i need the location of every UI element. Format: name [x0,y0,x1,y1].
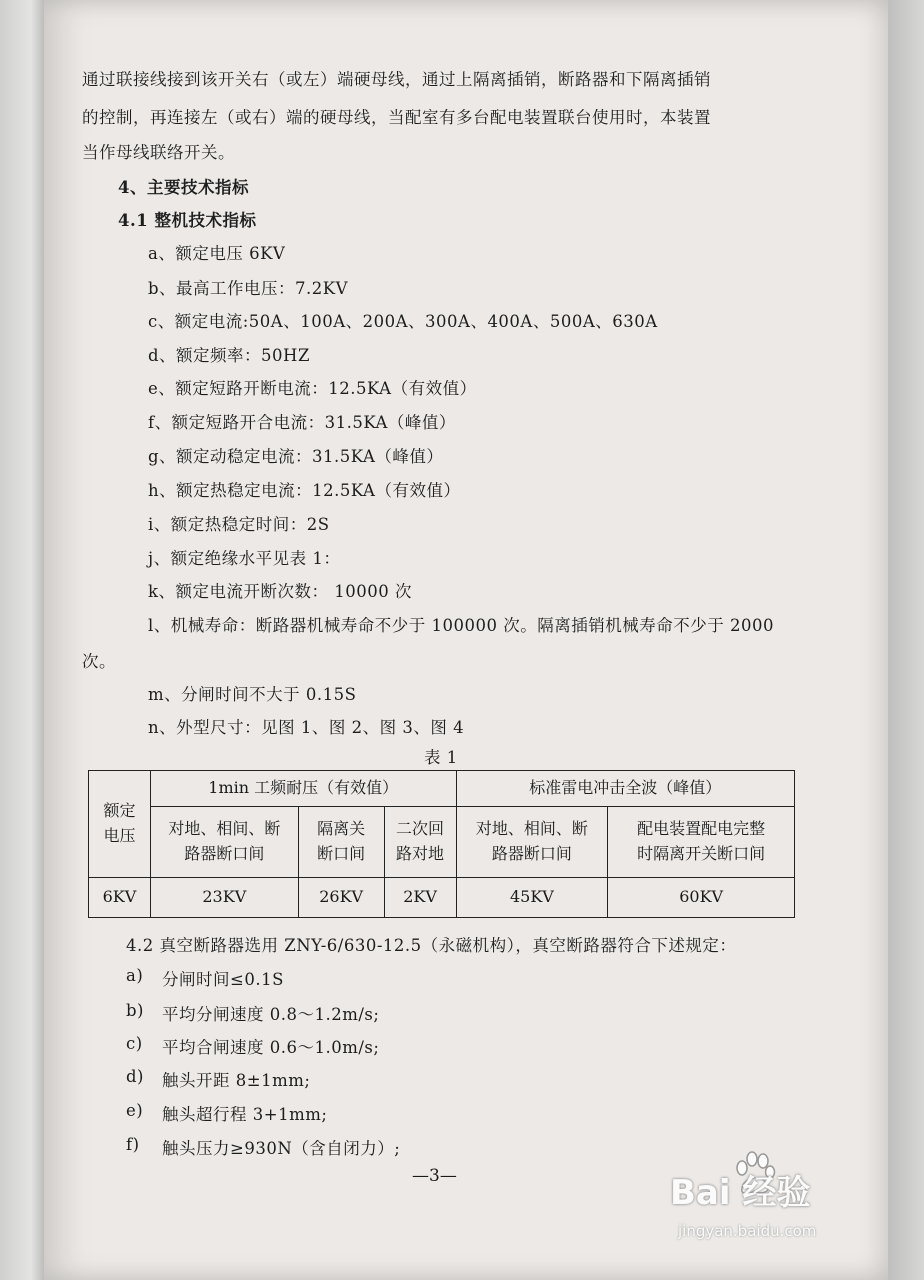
subsection-heading: 4.1 整机技术指标 [118,211,257,230]
watermark-url: jingyan.baidu.com [678,1222,817,1240]
header-power-frequency-withstand: 1min 工频耐压（有效值） [150,771,456,807]
subheader-secondary-to-earth: 二次回 路对地 [384,807,456,877]
breaker-item-label: e) [126,1101,144,1120]
table-cell: 26KV [298,877,384,917]
breaker-item-text: 分闸时间≤0.1S [162,970,284,989]
spec-item: f、额定短路开合电流：31.5KA（峰值） [148,413,456,432]
breaker-item-label: a) [126,966,144,985]
page-right-edge [888,0,924,1280]
subheader-isolating-gap: 隔离关 断口间 [298,807,384,877]
subheader-phase-to-earth-impulse: 对地、相间、断 路器断口间 [456,807,608,877]
spec-item: c、额定电流:50A、100A、200A、300A、400A、500A、630A [148,312,658,331]
page-number: —3— [412,1166,457,1186]
intro-line-2: 的控制，再连接左（或右）端的硬母线，当配室有多台配电装置联台使用时，本装置 [82,108,711,127]
breaker-item-text: 触头开距 8±1mm; [162,1071,311,1090]
spec-item-l-line-2: 次。 [82,652,116,671]
spec-item: h、额定热稳定电流：12.5KA（有效值） [148,481,461,500]
spec-item: k、额定电流开断次数： 10000 次 [148,582,412,601]
baidu-jingyan-watermark [670,1150,880,1260]
spec-item: b、最高工作电压：7.2KV [148,279,349,298]
table-row [89,877,795,917]
table-cell: 60KV [608,877,795,917]
breaker-item-label: d) [126,1067,144,1086]
spec-item-n: n、外型尺寸：见图 1、图 2、图 3、图 4 [148,718,465,737]
spec-item-m: m、分闸时间不大于 0.15S [148,685,357,704]
spec-item: d、额定频率：50HZ [148,346,310,365]
spec-item: e、额定短路开断电流：12.5KA（有效值） [148,379,477,398]
breaker-item-text: 触头压力≥930N（含自闭力）; [162,1139,401,1158]
spec-item: i、额定热稳定时间：2S [148,515,330,534]
subheader-isolator-gap-impulse: 配电装置配电完整 时隔离开关断口间 [608,807,795,877]
spec-item: a、额定电压 6KV [148,244,286,263]
watermark-logo: Bai 经验 [670,1173,811,1213]
breaker-item-text: 平均分闸速度 0.8～1.2m/s; [162,1005,380,1024]
spec-item-l-line-1: l、机械寿命：断路器机械寿命不少于 100000 次。隔离插销机械寿命不少于 2000 [148,616,774,635]
breaker-item-label: b) [126,1001,144,1020]
breaker-item-text: 触头超行程 3+1mm; [162,1105,328,1124]
table-caption: 表 1 [424,748,458,767]
spec-item: j、额定绝缘水平见表 1： [148,549,341,568]
table-cell: 45KV [456,877,608,917]
breaker-item-label: c) [126,1034,143,1053]
page-left-edge [0,0,44,1280]
section-4-2: 4.2 真空断路器选用 ZNY-6/630-12.5（永磁机构），真空断路器符合下述规定： [126,936,737,955]
header-lightning-impulse: 标准雷电冲击全波（峰值） [456,771,794,807]
table-cell: 23KV [150,877,298,917]
table-cell: 2KV [384,877,456,917]
breaker-item-text: 平均合闸速度 0.6～1.0m/s; [162,1038,380,1057]
table-cell: 6KV [89,877,151,917]
section-heading: 4、主要技术指标 [118,178,249,197]
intro-line-3: 当作母线联络开关。 [82,143,235,162]
subheader-phase-to-earth: 对地、相间、断 路器断口间 [150,807,298,877]
header-rated-voltage: 额定 电压 [89,771,151,878]
breaker-item-label: f) [126,1135,140,1154]
spec-item: g、额定动稳定电流：31.5KA（峰值） [148,447,444,466]
intro-line-1: 通过联接线接到该开关右（或左）端硬母线，通过上隔离插销，断路器和下隔离插销 [82,70,711,89]
insulation-level-table [88,770,795,918]
